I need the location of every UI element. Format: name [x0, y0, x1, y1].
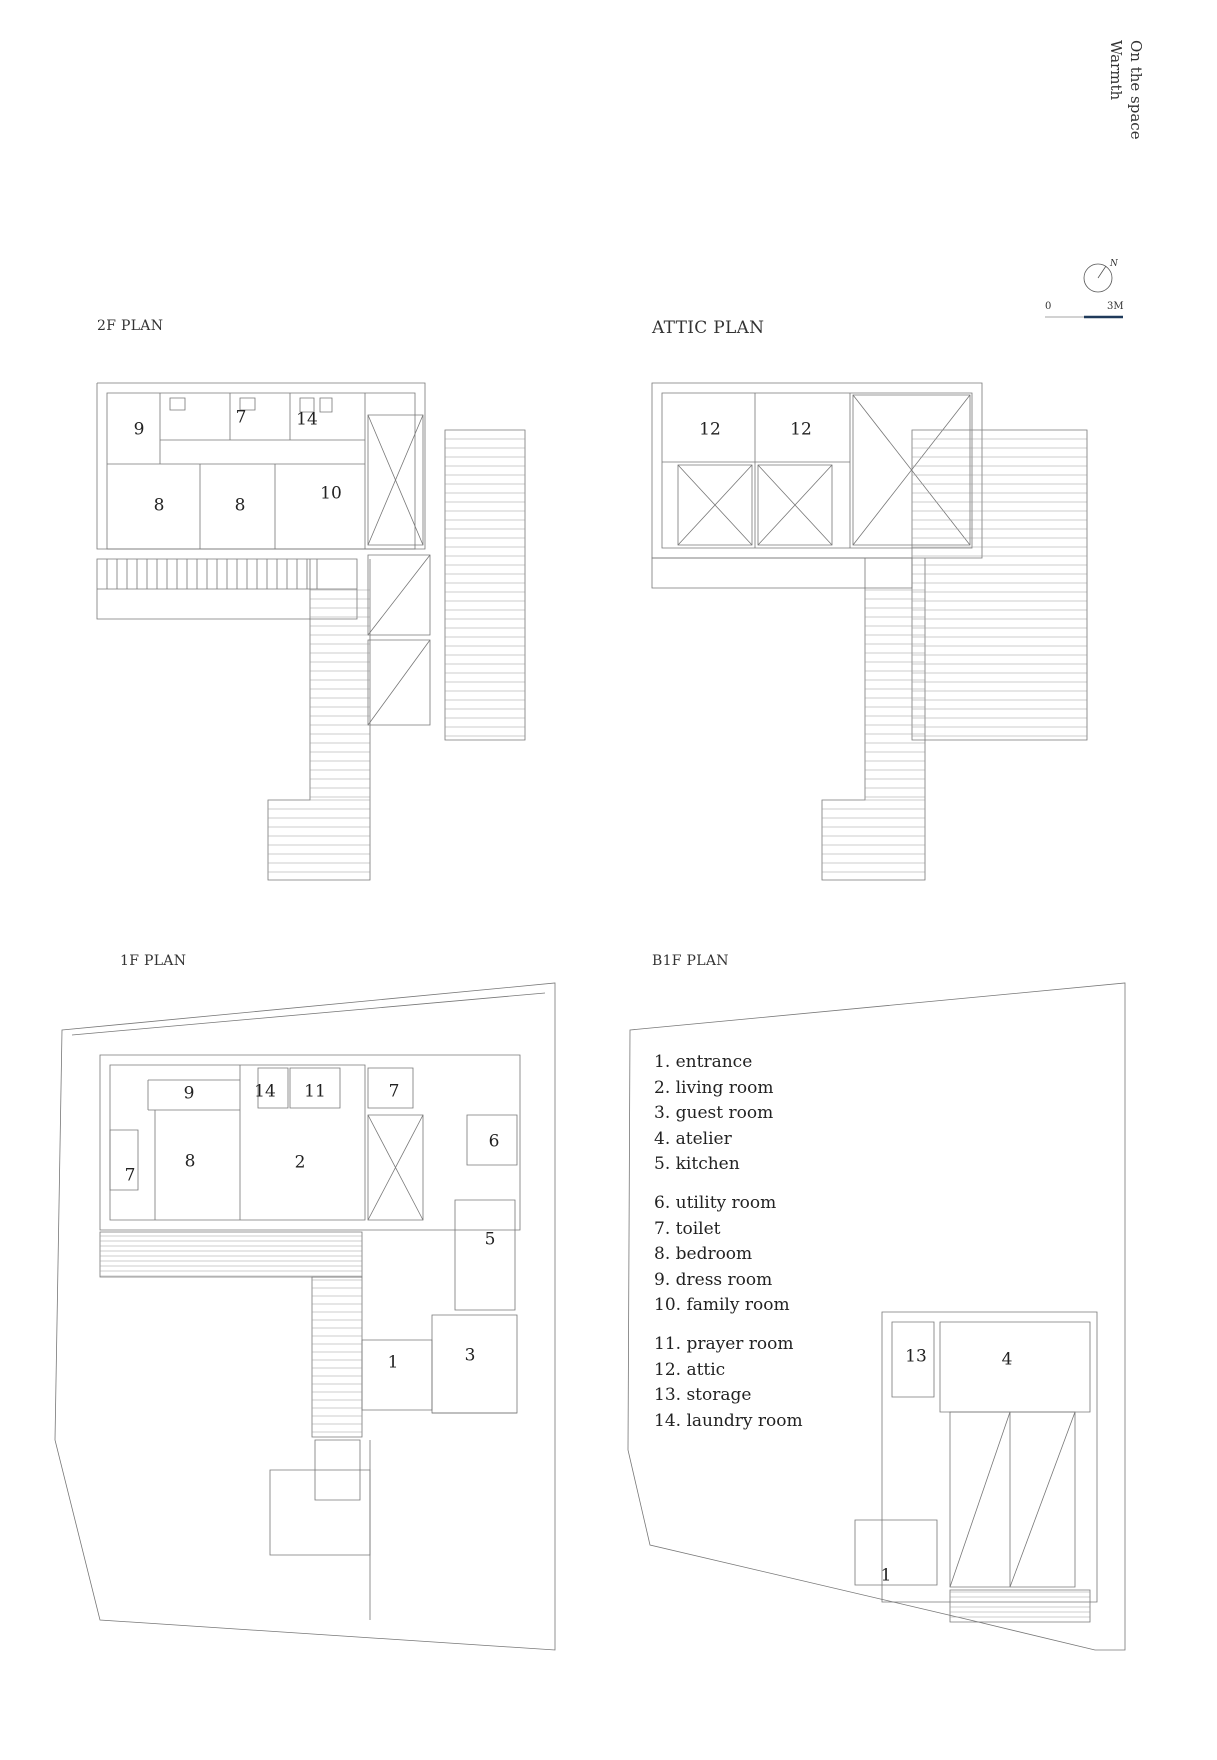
room-label-2f-10: 10 — [320, 483, 342, 504]
room-label-1f-7b: 7 — [124, 1165, 136, 1186]
room-label-1f-5: 5 — [484, 1229, 496, 1250]
plan-title-1f: 1F PLAN — [120, 953, 187, 969]
room-label-1f-9: 9 — [183, 1083, 195, 1104]
room-label-2f-14: 14 — [296, 409, 318, 430]
room-label-1f-3: 3 — [464, 1345, 476, 1366]
room-label-b1f-1: 1 — [880, 1565, 892, 1586]
legend-item: 5. kitchen — [654, 1154, 740, 1175]
room-label-2f-8b: 8 — [234, 495, 246, 516]
room-label-1f-14: 14 — [254, 1081, 276, 1102]
legend-item: 4. atelier — [654, 1128, 732, 1149]
legend-item: 2. living room — [654, 1077, 774, 1098]
room-label-1f-2: 2 — [294, 1152, 306, 1173]
plan-title-2f: 2F PLAN — [97, 318, 164, 334]
room-label-attic-12a: 12 — [699, 419, 721, 440]
room-label-1f-1: 1 — [387, 1352, 399, 1373]
room-label-1f-7a: 7 — [388, 1081, 400, 1102]
room-label-2f-9: 9 — [133, 419, 145, 440]
legend-item: 12. attic — [654, 1359, 726, 1380]
title-line-1: Warmth — [1107, 40, 1125, 101]
room-label-1f-8: 8 — [184, 1151, 196, 1172]
scale-end-label: 3M — [1107, 301, 1124, 312]
room-label-b1f-4: 4 — [1001, 1349, 1013, 1370]
legend-item: 10. family room — [654, 1295, 790, 1316]
scale-start-label: 0 — [1045, 301, 1052, 312]
legend-item: 8. bedroom — [654, 1244, 753, 1265]
legend-item: 7. toilet — [654, 1218, 721, 1239]
legend-item: 13. storage — [654, 1385, 752, 1406]
room-label-2f-8a: 8 — [153, 495, 165, 516]
legend-item: 3. guest room — [654, 1103, 774, 1124]
title-line-2: On the space — [1127, 40, 1145, 140]
room-label-1f-6: 6 — [488, 1131, 500, 1152]
compass-north-label: N — [1110, 259, 1118, 269]
room-legend — [654, 1050, 803, 1434]
plan-title-attic: ATTIC PLAN — [652, 318, 765, 338]
legend-item: 9. dress room — [654, 1269, 773, 1290]
legend-item: 14. laundry room — [654, 1410, 803, 1431]
room-label-b1f-13: 13 — [905, 1346, 927, 1367]
plan-title-b1f: B1F PLAN — [652, 953, 729, 969]
room-label-attic-12b: 12 — [790, 419, 812, 440]
legend-item: 11. prayer room — [654, 1333, 794, 1354]
legend-item: 1. entrance — [654, 1052, 753, 1072]
legend-item: 6. utility room — [654, 1192, 777, 1213]
room-label-2f-7: 7 — [235, 407, 247, 428]
room-label-1f-11: 11 — [304, 1081, 326, 1102]
